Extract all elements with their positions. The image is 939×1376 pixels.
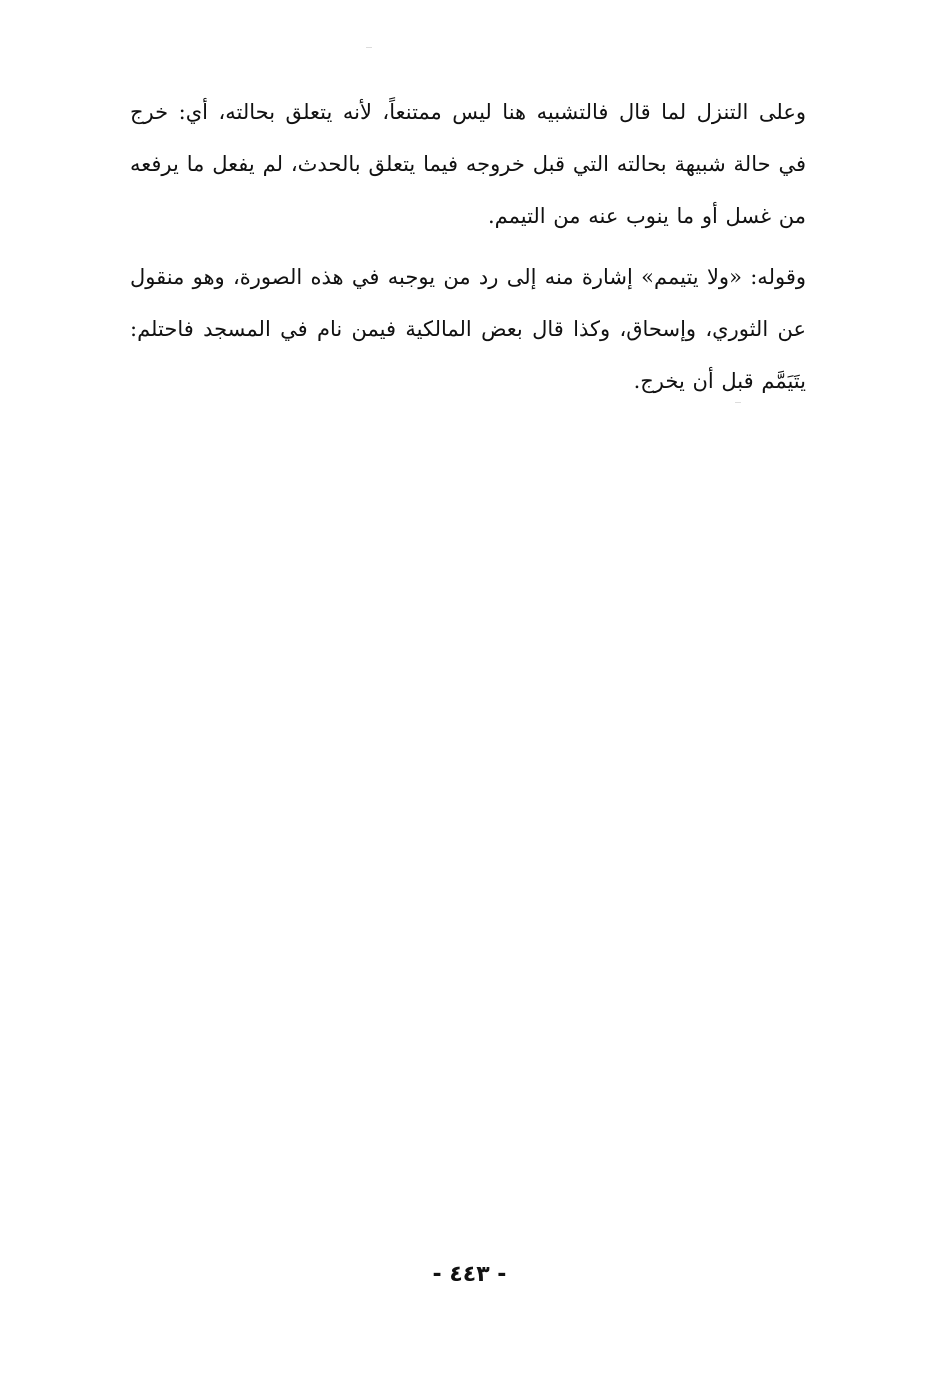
paragraph-1: وعلى التنزل لما قال فالتشبيه هنا ليس ممتنعاً، لأنه يتعلق بحالته، أي: خرج في حالة شبيهة بحالته التي قبل خروجه فيما يتعلق بالحدث، لم يفعل ما يرفعه من غسل أو ما ينوب عنه من التيمم. [130,100,806,228]
page-number: - ٤٤٣ - [432,1262,507,1287]
body-text [130,86,806,407]
scan-speck [366,47,372,48]
paragraph-2: وقوله: «ولا يتيمم» إشارة منه إلى رد من يوجبه في هذه الصورة، وهو منقول عن الثوري، وإسحاق، وكذا قال بعض المالكية فيمن نام في المسجد فاحتلم: يتَيَمَّم قبل أن يخرج. [130,265,806,393]
